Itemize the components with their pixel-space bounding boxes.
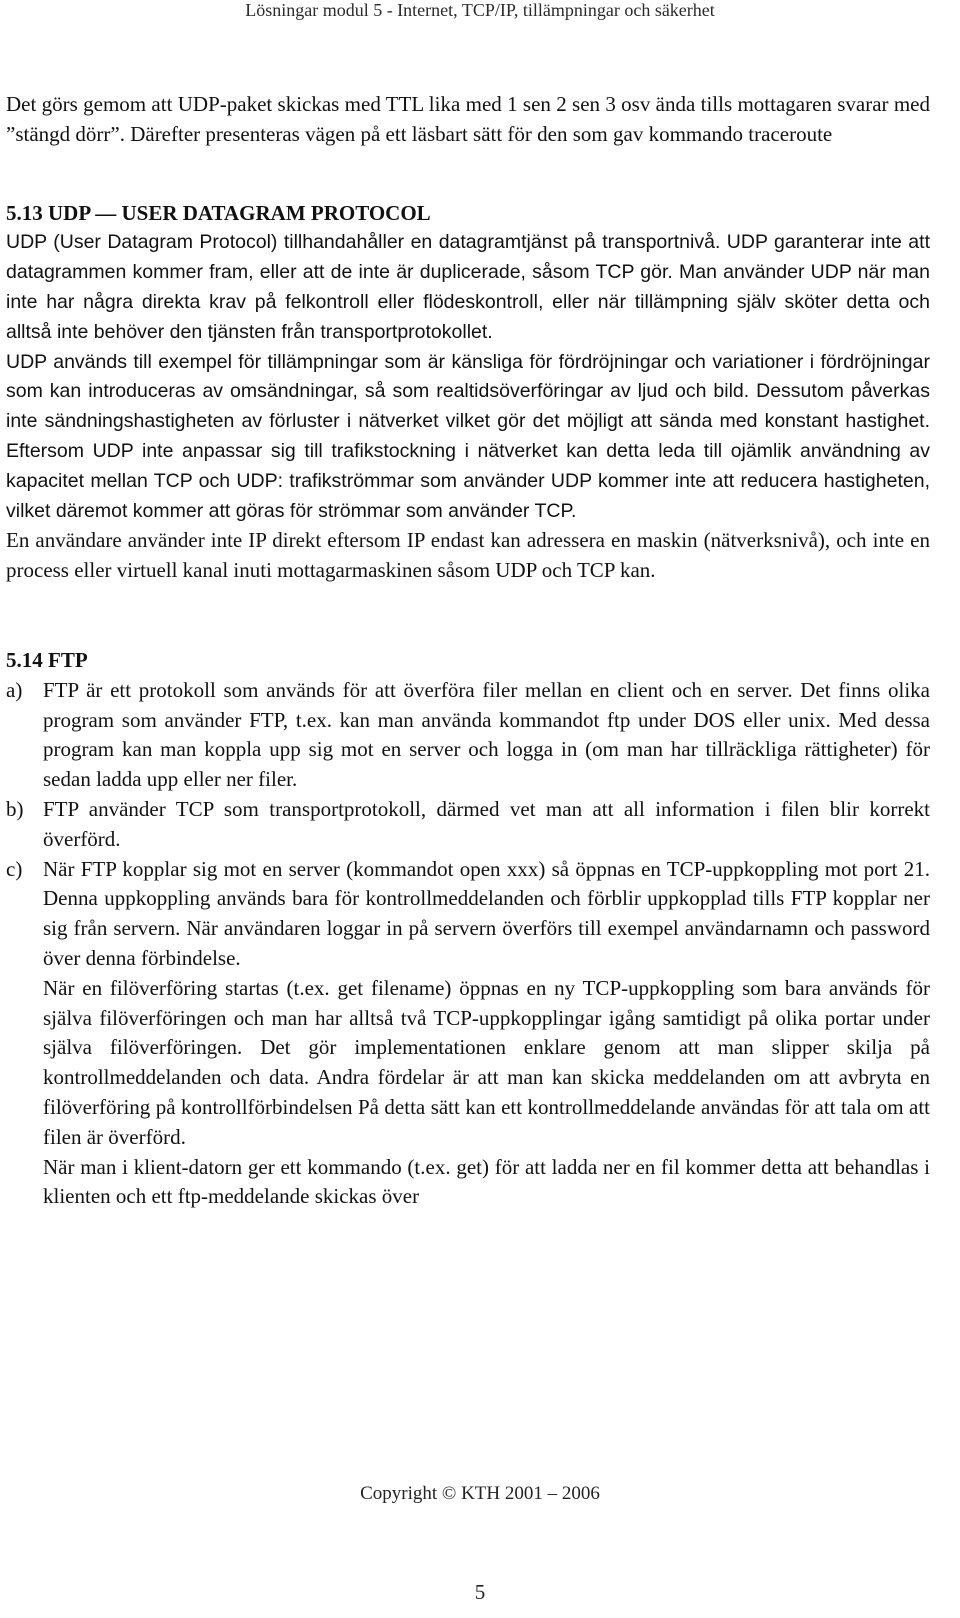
udp-paragraph-2: UDP används till exempel för tillämpningar som är känsliga för fördröjningar och variationer i fördröjningar som kan introduceras av omsändningar, så som realtidsöverföringar av ljud och bild. Dessutom påverkas inte sändningshastigheten av förluster i nätverket vilket gör det möjligt att sända med konstant hastighet. Eftersom UDP inte anpassar sig till trafikstockning i nätverket kan detta leda till ojämlik användning av kapacitet mellan TCP och UDP: trafikströmmar som använder UDP kommer inte att reducera hastigheten, vilket däremot kommer att göras för strömmar som använder TCP. bbox=[6, 350, 930, 522]
ftp-item-text: När en filöverföring startas (t.ex. get filename) öppnas en ny TCP-uppkoppling som bara används för själva filöverföringen och man har alltså två TCP-uppkopplingar igång samtidigt på olika portar under själva filöverföringen. Det gör implementationen enklare genom att man slipper skilja på kontrollmeddelanden och data. Andra fördelar är att man kan skicka meddelanden om att avbryta en filöverföring på kontrollförbindelsen På detta sätt kan ett kontrollmeddelande användas för att tala om att filen är överförd. bbox=[43, 975, 930, 1149]
udp-section bbox=[6, 228, 930, 526]
ftp-item-b bbox=[6, 795, 930, 855]
page-number-text: 5 bbox=[474, 1580, 486, 1604]
udp-heading: 5.13 UDP — USER DATAGRAM PROTOCOL bbox=[6, 200, 431, 225]
ftp-item-text: När man i klient-datorn ger ett kommando (t.ex. get) för att ladda ner en fil kommer detta att behandlas i klienten och ett ftp-meddelande skickas över bbox=[43, 1154, 930, 1209]
ftp-item-label: c) bbox=[6, 856, 23, 881]
intro-paragraph: Det görs gemom att UDP-paket skickas med TTL lika med 1 sen 2 sen 3 osv ända tills mottagaren svarar med ”stängd dörr”. Därefter presenteras vägen på ett läsbart sätt för den som gav kommando traceroute bbox=[6, 92, 930, 146]
udp-paragraph-1: UDP (User Datagram Protocol) tillhandahåller en datagramtjänst på transportnivå. UDP garanterar inte att datagrammen kommer fram, eller att de inte är duplicerade, såsom TCP gör. Man använder UDP när man inte har några direkta krav på felkontroll eller flödeskontroll, eller när tillämpning själv sköter detta och alltså inte behöver den tjänsten från transportprotokollet. bbox=[6, 231, 930, 343]
udp-paragraph-3: En användare använder inte IP direkt eftersom IP endast kan adressera en maskin (nätverksnivå), och inte en process eller virtuell kanal inuti mottagarmaskinen såsom UDP och TCP kan. bbox=[6, 528, 930, 583]
ftp-item-text: FTP är ett protokoll som används för att överföra filer mellan en client och en server. Det finns olika program som använder FTP, t.ex. kan man använda kommandot ftp under DOS eller unix. Med dessa program kan man koppla upp sig mot en server och logga in (om man har tillräckliga rättigheter) för sedan ladda upp eller ner filer. bbox=[43, 677, 930, 792]
header-title: Lösningar modul 5 - Internet, TCP/IP, tillämpningar och säkerhet bbox=[245, 0, 715, 20]
ftp-heading: 5.14 FTP bbox=[6, 647, 88, 672]
page-number bbox=[0, 1580, 960, 1605]
ftp-item-c bbox=[6, 855, 930, 1213]
ftp-item-text: FTP använder TCP som transportprotokoll, därmed vet man att all information i filen blir korrekt överförd. bbox=[43, 796, 930, 851]
ftp-item-label: b) bbox=[6, 796, 24, 821]
copyright-text: Copyright © KTH 2001 – 2006 bbox=[360, 1483, 600, 1504]
page-header bbox=[0, 0, 960, 20]
ftp-item-a bbox=[6, 676, 930, 795]
ftp-item-label: a) bbox=[6, 677, 23, 702]
ftp-item-text: När FTP kopplar sig mot en server (kommandot open xxx) så öppnas en TCP-uppkoppling mot port 21. Denna uppkoppling används bara för kontrollmeddelanden och förblir uppkopplad tills FTP kopplar ner sig från servern. När användaren loggar in på servern överförs till exempel användarnamn och password över denna förbindelse. bbox=[43, 856, 930, 970]
page-footer bbox=[0, 1483, 960, 1505]
document-body bbox=[6, 90, 930, 1212]
